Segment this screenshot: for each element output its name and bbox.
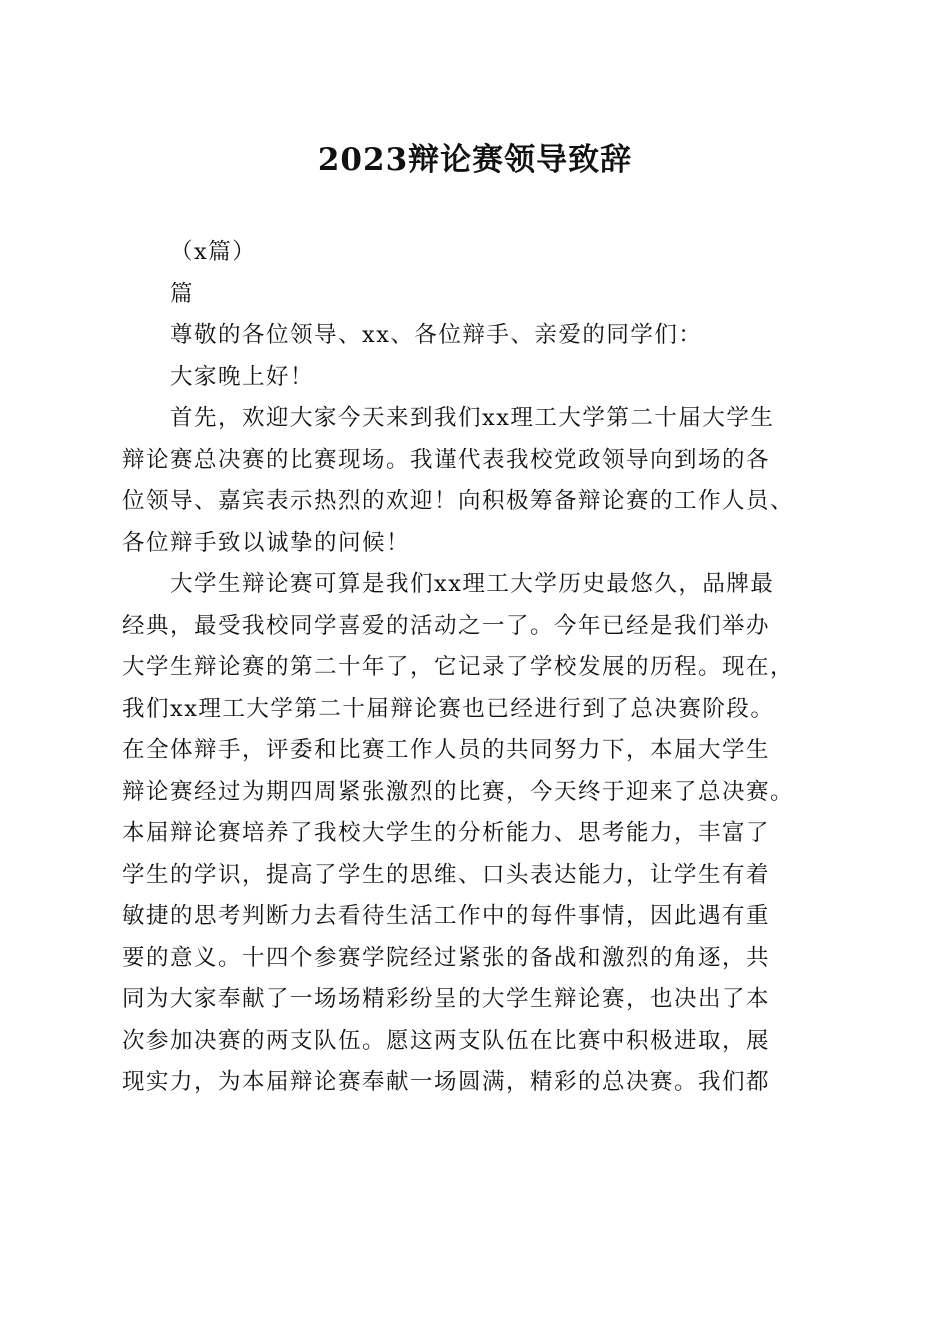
text-line: 辩论赛总决赛的比赛现场。我谨代表我校党政领导向到场的各 [122,446,771,473]
text-line: 在全体辩手，评委和比赛工作人员的共同努力下，本届大学生 [122,737,771,763]
text-line: 篇 [170,280,195,307]
text-line: 各位辩手致以诚挚的问候！ [122,529,411,556]
text-line: 尊敬的各位领导、xx、各位辩手、亲爱的同学们： [170,322,703,348]
text-line: 学生的学识，提高了学生的思维、口头表达能力，让学生有着 [122,861,771,888]
text-line: 同为大家奉献了一场场精彩纷呈的大学生辩论赛，也决出了本 [122,986,771,1012]
text-line: 次参加决赛的两支队伍。愿这两支队伍在比赛中积极进取，展 [122,1027,771,1054]
text-line: 要的意义。十四个参赛学院经过紧张的备战和激烈的角逐，共 [122,944,771,971]
text-line: 位领导、嘉宾表示热烈的欢迎！向积极筹备辩论赛的工作人员、 [122,488,795,514]
text-line: 辩论赛经过为期四周紧张激烈的比赛，今天终于迎来了总决赛。 [122,778,795,805]
text-line: 敏捷的思考判断力去看待生活工作中的每件事情，因此遇有重 [122,903,771,929]
text-line: （x篇） [170,239,257,265]
text-line: 大学生辩论赛的第二十年了，它记录了学校发展的历程。现在， [122,654,795,680]
text-line: 我们xx理工大学第二十届辩论赛也已经进行到了总决赛阶段。 [122,695,775,722]
text-line: 首先，欢迎大家今天来到我们xx理工大学第二十届大学生 [170,405,775,431]
text-line: 大家晚上好！ [170,363,315,390]
text-line: 现实力，为本届辩论赛奉献一场圆满，精彩的总决赛。我们都 [122,1069,771,1095]
document-title: 2023辩论赛领导致辞 [317,142,633,178]
text-line: 本届辩论赛培养了我校大学生的分析能力、思考能力，丰富了 [122,820,771,846]
text-line: 经典，最受我校同学喜爱的活动之一了。今年已经是我们举办 [122,612,771,639]
text-line: 大学生辩论赛可算是我们xx理工大学历史最悠久，品牌最 [170,571,775,597]
document-body [122,232,838,1104]
